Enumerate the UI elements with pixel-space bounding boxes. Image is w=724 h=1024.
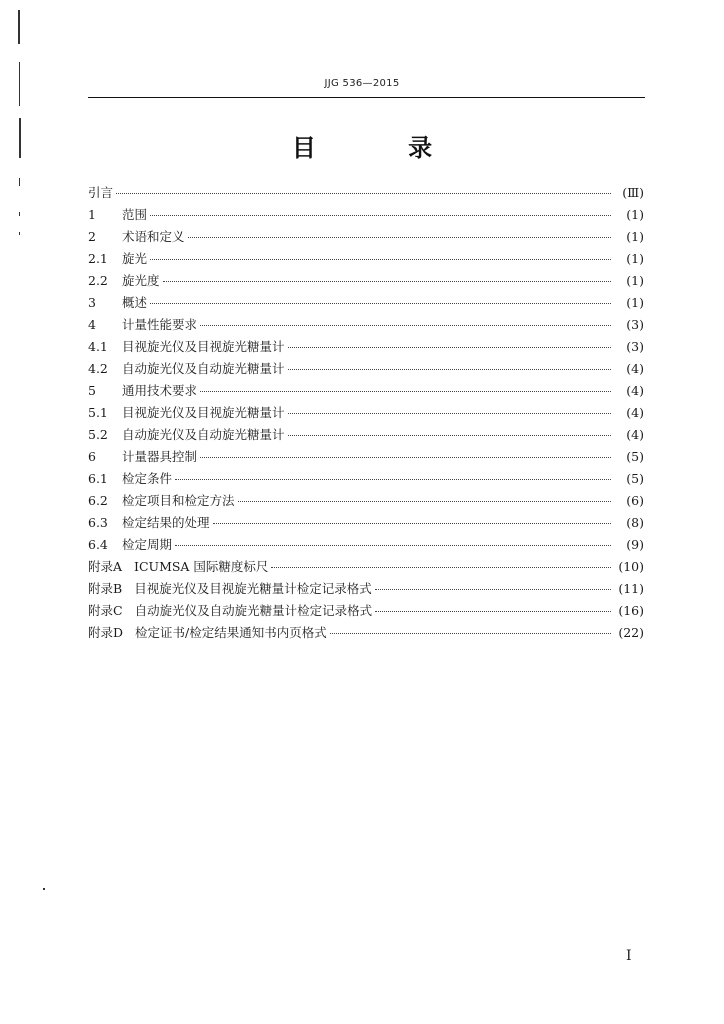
toc-entry-page: (9)	[626, 537, 644, 552]
toc-entry-page: (4)	[626, 383, 644, 398]
toc-entry-number: 6.4	[88, 537, 108, 552]
toc-entry-page: (1)	[626, 251, 644, 266]
toc-entry-page: (4)	[626, 427, 644, 442]
toc-entry[interactable]	[88, 359, 644, 381]
toc-leader-dots	[288, 413, 611, 414]
toc-entry-title: 通用技术要求	[122, 383, 198, 398]
toc-leader-dots	[375, 611, 611, 612]
toc-leader-dots	[175, 545, 611, 546]
toc-entry-number: 6.2	[88, 493, 108, 508]
header-rule	[88, 97, 645, 98]
toc-entry[interactable]	[88, 227, 644, 249]
toc-entry[interactable]	[88, 601, 644, 623]
toc-entry-number: 4.1	[88, 339, 108, 354]
document-code: JJG 536—2015	[324, 78, 400, 89]
toc-leader-dots	[175, 479, 611, 480]
toc-entry[interactable]	[88, 183, 644, 205]
toc-leader-dots	[200, 457, 611, 458]
table-of-contents	[88, 183, 644, 645]
toc-entry-title: 计量器具控制	[122, 449, 198, 464]
toc-leader-dots	[200, 391, 611, 392]
toc-entry-number: 6.1	[88, 471, 108, 486]
toc-entry-page: (3)	[626, 339, 644, 354]
toc-entry-page: (5)	[626, 471, 644, 486]
toc-entry-page: (4)	[626, 361, 644, 376]
toc-leader-dots	[375, 589, 611, 590]
toc-entry-number: 附录A	[88, 559, 123, 574]
toc-entry-number: 6.3	[88, 515, 108, 530]
toc-leader-dots	[200, 325, 611, 326]
toc-entry[interactable]	[88, 513, 644, 535]
toc-leader-dots	[116, 193, 611, 194]
toc-leader-dots	[163, 281, 611, 282]
toc-entry-number: 2.2	[88, 273, 108, 288]
toc-entry-number: 5.2	[88, 427, 108, 442]
toc-entry[interactable]	[88, 315, 644, 337]
toc-leader-dots	[238, 501, 611, 502]
toc-entry-number: 3	[88, 295, 96, 310]
scan-edge-mark	[19, 232, 20, 235]
page-number: I	[626, 948, 632, 964]
toc-entry-page: (16)	[618, 603, 644, 618]
toc-entry[interactable]	[88, 623, 644, 645]
toc-entry-title: 自动旋光仪及自动旋光糖量计	[122, 427, 285, 442]
toc-entry-page: (1)	[626, 229, 644, 244]
toc-entry-page: (5)	[626, 449, 644, 464]
toc-leader-dots	[330, 633, 611, 634]
toc-leader-dots	[288, 435, 611, 436]
toc-leader-dots	[150, 259, 611, 260]
toc-entry-title: 检定项目和检定方法	[122, 493, 235, 508]
toc-entry-number: 5.1	[88, 405, 108, 420]
toc-entry-title: 检定条件	[122, 471, 173, 486]
toc-entry-number: 1	[88, 207, 96, 222]
toc-entry[interactable]	[88, 425, 644, 447]
toc-leader-dots	[188, 237, 611, 238]
toc-entry[interactable]	[88, 491, 644, 513]
toc-entry-number: 4.2	[88, 361, 108, 376]
scan-edge-mark	[19, 212, 20, 216]
toc-entry-title: 术语和定义	[122, 229, 185, 244]
toc-entry-number: 5	[88, 383, 96, 398]
toc-entry-title: 检定证书/检定结果通知书内页格式	[135, 625, 327, 640]
toc-entry[interactable]	[88, 205, 644, 227]
toc-entry-number: 2.1	[88, 251, 108, 266]
toc-entry-page: (11)	[618, 581, 644, 596]
toc-entry-number: 2	[88, 229, 96, 244]
toc-entry-title: 自动旋光仪及自动旋光糖量计	[122, 361, 285, 376]
toc-entry-title: 旋光度	[122, 273, 160, 288]
toc-leader-dots	[150, 215, 611, 216]
toc-entry-page: (6)	[626, 493, 644, 508]
toc-entry-page: (3)	[626, 317, 644, 332]
toc-entry-page: (1)	[626, 273, 644, 288]
toc-entry-title: 旋光	[122, 251, 148, 266]
scan-edge-mark	[18, 10, 20, 44]
toc-entry-number: 附录C	[88, 603, 123, 618]
toc-entry-page: (8)	[626, 515, 644, 530]
toc-entry-title: 目视旋光仪及目视旋光糖量计	[122, 339, 285, 354]
toc-entry[interactable]	[88, 293, 644, 315]
toc-entry-number: 6	[88, 449, 96, 464]
toc-entry[interactable]	[88, 469, 644, 491]
toc-entry-title: ICUMSA 国际糖度标尺	[134, 559, 269, 574]
toc-entry[interactable]	[88, 337, 644, 359]
toc-entry-title: 计量性能要求	[122, 317, 198, 332]
toc-entry-title: 检定结果的处理	[122, 515, 210, 530]
toc-entry[interactable]	[88, 271, 644, 293]
toc-entry-number: 附录D	[88, 625, 124, 640]
toc-entry[interactable]	[88, 403, 644, 425]
toc-entry[interactable]	[88, 381, 644, 403]
toc-entry-number: 附录B	[88, 581, 123, 596]
toc-entry-page: (4)	[626, 405, 644, 420]
toc-entry-title: 范围	[122, 207, 148, 222]
toc-entry[interactable]	[88, 535, 644, 557]
toc-entry-page: (22)	[618, 625, 644, 640]
scan-speck	[43, 888, 45, 890]
toc-leader-dots	[150, 303, 611, 304]
toc-entry[interactable]	[88, 557, 644, 579]
toc-entry-page: (1)	[626, 295, 644, 310]
toc-leader-dots	[271, 567, 611, 568]
toc-leader-dots	[288, 369, 611, 370]
toc-entry-number: 4	[88, 317, 96, 332]
toc-entry[interactable]	[88, 447, 644, 469]
toc-entry[interactable]	[88, 249, 644, 271]
toc-entry-page: (Ⅲ)	[622, 185, 644, 200]
toc-leader-dots	[288, 347, 611, 348]
toc-entry-title: 目视旋光仪及目视旋光糖量计检定记录格式	[134, 581, 372, 596]
toc-entry-page: (10)	[618, 559, 644, 574]
toc-entry-title: 检定周期	[122, 537, 173, 552]
toc-entry-title: 目视旋光仪及目视旋光糖量计	[122, 405, 285, 420]
toc-entry-title: 概述	[122, 295, 148, 310]
toc-entry-title: 自动旋光仪及自动旋光糖量计检定记录格式	[134, 603, 373, 618]
page-title: 目 录	[291, 133, 475, 162]
toc-entry[interactable]	[88, 579, 644, 601]
toc-entry-page: (1)	[626, 207, 644, 222]
toc-entry-title: 引言	[88, 185, 114, 200]
toc-leader-dots	[213, 523, 611, 524]
scan-edge-mark	[19, 178, 20, 186]
